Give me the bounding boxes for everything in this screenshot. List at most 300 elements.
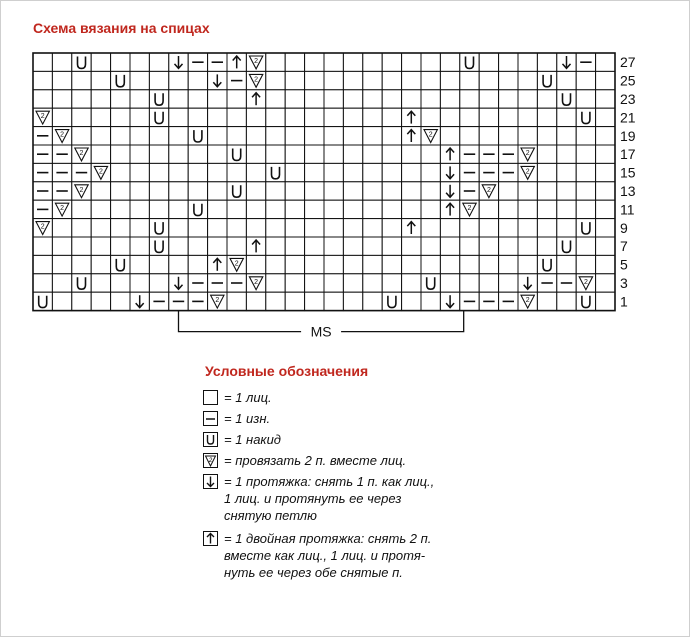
chart-cell-knit	[227, 163, 246, 181]
chart-cell-k2tog	[91, 163, 110, 181]
chart-cell-knit	[111, 108, 130, 126]
chart-cell-knit	[363, 145, 382, 163]
chart-cell-knit	[52, 53, 71, 71]
chart-cell-knit	[518, 255, 537, 273]
legend-text: = 1 накид	[224, 432, 281, 447]
chart-cell-knit	[188, 108, 207, 126]
chart-cell-knit	[343, 274, 362, 292]
chart-cell-knit	[111, 163, 130, 181]
chart-cell-knit	[596, 292, 615, 310]
chart-cell-knit	[363, 182, 382, 200]
chart-cell-knit	[72, 219, 91, 237]
chart-cell-knit	[343, 108, 362, 126]
chart-cell-knit	[149, 255, 168, 273]
chart-cell-single-decrease	[518, 274, 537, 292]
chart-cell-yarn-over	[149, 108, 168, 126]
svg-text:2: 2	[254, 278, 259, 286]
chart-cell-knit	[421, 255, 440, 273]
legend-item-purl	[203, 410, 270, 427]
svg-text:2: 2	[79, 150, 84, 157]
chart-cell-purl	[188, 292, 207, 310]
chart-cell-double-decrease	[246, 237, 265, 255]
row-number-label: 15	[620, 164, 636, 181]
chart-cell-knit	[111, 219, 130, 237]
chart-cell-knit	[266, 90, 285, 108]
chart-cell-knit	[499, 200, 518, 218]
chart-row	[33, 108, 615, 126]
chart-cell-knit	[246, 292, 265, 310]
chart-cell-knit	[208, 108, 227, 126]
chart-cell-knit	[537, 163, 556, 181]
chart-cell-knit	[227, 200, 246, 218]
chart-cell-knit	[479, 71, 498, 89]
chart-cell-knit	[557, 108, 576, 126]
svg-text:2: 2	[486, 186, 491, 194]
chart-cell-knit	[91, 274, 110, 292]
chart-cell-k2tog	[72, 145, 91, 163]
chart-cell-knit	[343, 145, 362, 163]
chart-cell-purl	[460, 145, 479, 163]
chart-cell-knit	[91, 127, 110, 145]
svg-text:2: 2	[525, 168, 530, 176]
chart-cell-knit	[557, 71, 576, 89]
chart-row	[33, 127, 615, 145]
chart-cell-knit	[479, 237, 498, 255]
chart-cell-knit	[596, 108, 615, 126]
chart-cell-knit	[460, 90, 479, 108]
repeat-label: MS	[310, 323, 332, 340]
chart-cell-knit	[537, 182, 556, 200]
chart-cell-knit	[305, 90, 324, 108]
chart-cell-yarn-over	[111, 255, 130, 273]
chart-cell-knit	[266, 145, 285, 163]
chart-cell-knit	[305, 145, 324, 163]
chart-row	[33, 182, 615, 200]
chart-cell-knit	[188, 145, 207, 163]
chart-cell-knit	[111, 292, 130, 310]
svg-text:2: 2	[40, 113, 45, 121]
chart-cell-knit	[246, 108, 265, 126]
double-decrease-symbol-icon	[203, 531, 218, 546]
chart-cell-knit	[130, 274, 149, 292]
chart-cell-knit	[188, 255, 207, 273]
chart-cell-knit	[499, 71, 518, 89]
chart-cell-knit	[596, 237, 615, 255]
chart-cell-knit	[363, 274, 382, 292]
chart-row	[33, 145, 615, 163]
chart-cell-knit	[421, 90, 440, 108]
chart-cell-knit	[52, 292, 71, 310]
chart-cell-yarn-over	[557, 237, 576, 255]
chart-cell-knit	[324, 200, 343, 218]
chart-cell-yarn-over	[149, 219, 168, 237]
chart-cell-knit	[227, 127, 246, 145]
chart-cell-yarn-over	[33, 292, 52, 310]
svg-text:2: 2	[583, 278, 588, 286]
chart-row	[33, 90, 615, 108]
chart-cell-knit	[324, 71, 343, 89]
chart-row	[33, 292, 615, 310]
chart-cell-knit	[576, 182, 595, 200]
chart-cell-knit	[91, 108, 110, 126]
chart-cell-purl	[52, 182, 71, 200]
chart-cell-knit	[460, 255, 479, 273]
chart-cell-knit	[285, 127, 304, 145]
chart-cell-knit	[421, 53, 440, 71]
chart-cell-k2tog	[246, 274, 265, 292]
chart-cell-knit	[596, 182, 615, 200]
chart-cell-knit	[33, 71, 52, 89]
chart-cell-knit	[305, 255, 324, 273]
chart-cell-knit	[479, 255, 498, 273]
svg-text:2: 2	[40, 223, 45, 231]
svg-text:2: 2	[467, 205, 472, 213]
chart-cell-purl	[33, 200, 52, 218]
chart-cell-knit	[421, 163, 440, 181]
chart-cell-yarn-over	[72, 53, 91, 71]
chart-cell-yarn-over	[460, 53, 479, 71]
chart-cell-knit	[188, 90, 207, 108]
chart-cell-knit	[421, 108, 440, 126]
chart-cell-knit	[285, 200, 304, 218]
chart-cell-knit	[557, 219, 576, 237]
chart-cell-knit	[324, 145, 343, 163]
chart-cell-purl	[188, 274, 207, 292]
chart-cell-knit	[518, 53, 537, 71]
chart-cell-knit	[72, 292, 91, 310]
chart-cell-knit	[518, 71, 537, 89]
chart-cell-purl	[72, 163, 91, 181]
chart-cell-purl	[33, 145, 52, 163]
chart-cell-knit	[537, 53, 556, 71]
chart-cell-purl	[188, 53, 207, 71]
chart-cell-knit	[363, 219, 382, 237]
chart-cell-knit	[227, 90, 246, 108]
chart-cell-knit	[266, 274, 285, 292]
chart-cell-purl	[33, 127, 52, 145]
chart-cell-knit	[130, 145, 149, 163]
chart-cell-knit	[33, 255, 52, 273]
chart-cell-knit	[285, 108, 304, 126]
chart-cell-knit	[537, 237, 556, 255]
chart-cell-knit	[557, 255, 576, 273]
chart-cell-k2tog	[518, 292, 537, 310]
chart-cell-knit	[169, 163, 188, 181]
chart-cell-knit	[499, 255, 518, 273]
chart-cell-yarn-over	[537, 255, 556, 273]
chart-cell-knit	[576, 163, 595, 181]
chart-cell-double-decrease	[208, 255, 227, 273]
chart-cell-knit	[557, 200, 576, 218]
chart-cell-knit	[440, 53, 459, 71]
chart-cell-purl	[557, 274, 576, 292]
chart-cell-knit	[305, 182, 324, 200]
legend-item-knit	[203, 389, 272, 406]
chart-cell-knit	[382, 127, 401, 145]
k2tog-symbol-icon	[203, 453, 218, 468]
chart-cell-k2tog	[33, 219, 52, 237]
chart-cell-knit	[149, 145, 168, 163]
chart-cell-knit	[72, 127, 91, 145]
chart-cell-knit	[305, 71, 324, 89]
chart-cell-knit	[246, 127, 265, 145]
chart-cell-knit	[266, 127, 285, 145]
chart-cell-knit	[537, 200, 556, 218]
svg-text:2: 2	[525, 150, 530, 157]
chart-cell-knit	[421, 237, 440, 255]
chart-cell-knit	[537, 108, 556, 126]
chart-cell-knit	[499, 53, 518, 71]
chart-cell-knit	[33, 53, 52, 71]
chart-cell-knit	[557, 182, 576, 200]
svg-text:2: 2	[428, 131, 433, 139]
chart-cell-knit	[479, 108, 498, 126]
chart-cell-knit	[576, 255, 595, 273]
chart-cell-knit	[52, 255, 71, 273]
chart-cell-knit	[596, 145, 615, 163]
chart-cell-knit	[382, 200, 401, 218]
chart-cell-double-decrease	[440, 200, 459, 218]
chart-cell-knit	[111, 274, 130, 292]
chart-cell-knit	[596, 219, 615, 237]
chart-cell-knit	[227, 292, 246, 310]
chart-cell-purl	[33, 163, 52, 181]
row-number-label: 13	[620, 183, 636, 199]
chart-cell-knit	[130, 237, 149, 255]
chart-cell-knit	[440, 71, 459, 89]
chart-cell-knit	[52, 71, 71, 89]
chart-cell-knit	[440, 108, 459, 126]
chart-cell-knit	[208, 182, 227, 200]
page-title: Схема вязания на спицах	[33, 20, 210, 36]
chart-cell-knit	[421, 200, 440, 218]
chart-cell-single-decrease	[557, 53, 576, 71]
chart-cell-knit	[91, 200, 110, 218]
chart-cell-double-decrease	[402, 127, 421, 145]
chart-cell-knit	[305, 108, 324, 126]
chart-cell-purl	[499, 145, 518, 163]
yarn-over-symbol-icon	[203, 432, 218, 447]
chart-cell-knit	[149, 200, 168, 218]
chart-cell-knit	[324, 274, 343, 292]
chart-cell-knit	[343, 90, 362, 108]
chart-cell-knit	[130, 53, 149, 71]
chart-cell-knit	[324, 219, 343, 237]
chart-cell-knit	[111, 53, 130, 71]
chart-cell-knit	[130, 71, 149, 89]
chart-cell-knit	[499, 219, 518, 237]
chart-cell-knit	[576, 237, 595, 255]
svg-text:2: 2	[60, 131, 65, 139]
chart-cell-knit	[421, 292, 440, 310]
chart-cell-knit	[111, 145, 130, 163]
chart-cell-purl	[149, 292, 168, 310]
chart-cell-knit	[557, 145, 576, 163]
chart-cell-single-decrease	[440, 292, 459, 310]
chart-cell-knit	[596, 163, 615, 181]
chart-cell-k2tog	[208, 292, 227, 310]
chart-cell-knit	[188, 163, 207, 181]
chart-cell-knit	[363, 90, 382, 108]
chart-cell-knit	[421, 182, 440, 200]
chart-cell-yarn-over	[537, 71, 556, 89]
chart-cell-knit	[169, 237, 188, 255]
chart-cell-knit	[440, 274, 459, 292]
chart-cell-knit	[402, 90, 421, 108]
knit-symbol-icon	[203, 390, 218, 405]
chart-cell-knit	[91, 219, 110, 237]
chart-cell-k2tog	[52, 200, 71, 218]
legend-text: = 1 двойная протяжка: снять 2 п. вместе как лиц., 1 лиц. и протя- нуть ее через обе снятые п.	[224, 531, 432, 580]
chart-cell-knit	[266, 108, 285, 126]
chart-cell-knit	[91, 71, 110, 89]
chart-cell-purl	[227, 71, 246, 89]
chart-cell-knit	[266, 219, 285, 237]
chart-cell-knit	[169, 145, 188, 163]
chart-cell-knit	[305, 219, 324, 237]
chart-cell-knit	[305, 237, 324, 255]
chart-row	[33, 255, 615, 273]
chart-cell-knit	[382, 163, 401, 181]
chart-cell-double-decrease	[227, 53, 246, 71]
chart-cell-knit	[188, 182, 207, 200]
row-number-label: 11	[620, 201, 635, 218]
legend-text: = 1 протяжка: снять 1 п. как лиц., 1 лиц. и протянуть ее через снятую петлю	[224, 474, 435, 523]
chart-cell-yarn-over	[266, 163, 285, 181]
chart-cell-knit	[130, 182, 149, 200]
row-number-label: 7	[620, 238, 628, 255]
chart-cell-knit	[479, 219, 498, 237]
chart-cell-knit	[343, 127, 362, 145]
chart-cell-yarn-over	[557, 90, 576, 108]
chart-cell-knit	[285, 274, 304, 292]
chart-cell-knit	[402, 255, 421, 273]
svg-text:2: 2	[254, 58, 259, 65]
chart-cell-knit	[518, 219, 537, 237]
chart-cell-knit	[111, 182, 130, 200]
chart-cell-knit	[266, 255, 285, 273]
chart-cell-purl	[479, 145, 498, 163]
chart-cell-knit	[460, 237, 479, 255]
chart-cell-knit	[596, 53, 615, 71]
chart-cell-purl	[33, 182, 52, 200]
chart-cell-knit	[111, 90, 130, 108]
chart-cell-knit	[188, 71, 207, 89]
chart-cell-yarn-over	[421, 274, 440, 292]
chart-cell-k2tog	[33, 108, 52, 126]
chart-cell-knit	[72, 200, 91, 218]
chart-cell-knit	[402, 71, 421, 89]
chart-cell-knit	[479, 90, 498, 108]
chart-cell-double-decrease	[246, 90, 265, 108]
chart-cell-knit	[460, 71, 479, 89]
chart-cell-knit	[149, 71, 168, 89]
chart-cell-knit	[246, 145, 265, 163]
chart-cell-knit	[208, 145, 227, 163]
chart-cell-knit	[149, 163, 168, 181]
chart-cell-knit	[479, 53, 498, 71]
chart-cell-knit	[111, 200, 130, 218]
chart-cell-knit	[343, 163, 362, 181]
row-number-label: 9	[620, 219, 628, 236]
chart-cell-knit	[479, 200, 498, 218]
chart-cell-single-decrease	[208, 71, 227, 89]
chart-cell-knit	[363, 255, 382, 273]
chart-cell-knit	[111, 127, 130, 145]
chart-cell-yarn-over	[382, 292, 401, 310]
chart-cell-knit	[305, 292, 324, 310]
chart-cell-knit	[402, 163, 421, 181]
chart-cell-knit	[324, 182, 343, 200]
chart-cell-knit	[363, 108, 382, 126]
chart-cell-k2tog	[246, 71, 265, 89]
chart-cell-knit	[402, 274, 421, 292]
chart-cell-knit	[402, 200, 421, 218]
chart-cell-knit	[91, 90, 110, 108]
legend-text: = 1 лиц.	[224, 390, 272, 405]
chart-cell-knit	[72, 90, 91, 108]
chart-cell-knit	[382, 182, 401, 200]
legend-item-yarn-over	[203, 431, 281, 448]
chart-cell-knit	[52, 219, 71, 237]
chart-cell-knit	[188, 237, 207, 255]
chart-cell-knit	[130, 163, 149, 181]
svg-text:2: 2	[79, 186, 84, 194]
chart-cell-purl	[499, 292, 518, 310]
chart-cell-knit	[169, 255, 188, 273]
chart-cell-knit	[208, 219, 227, 237]
chart-cell-knit	[246, 200, 265, 218]
chart-cell-knit	[518, 108, 537, 126]
chart-cell-knit	[227, 108, 246, 126]
chart-cell-knit	[440, 219, 459, 237]
chart-cell-k2tog	[246, 53, 265, 71]
chart-cell-knit	[382, 274, 401, 292]
chart-cell-knit	[343, 255, 362, 273]
chart-cell-knit	[382, 108, 401, 126]
chart-cell-knit	[537, 90, 556, 108]
chart-cell-knit	[324, 90, 343, 108]
chart-cell-knit	[363, 127, 382, 145]
chart-cell-knit	[169, 200, 188, 218]
chart-row	[33, 163, 615, 181]
chart-cell-knit	[91, 53, 110, 71]
chart-cell-knit	[111, 237, 130, 255]
chart-cell-knit	[72, 237, 91, 255]
chart-cell-knit	[460, 219, 479, 237]
chart-cell-k2tog	[227, 255, 246, 273]
row-number-label: 21	[620, 109, 636, 126]
chart-cell-knit	[169, 127, 188, 145]
chart-cell-knit	[130, 200, 149, 218]
row-number-label: 1	[620, 293, 628, 310]
chart-cell-knit	[72, 108, 91, 126]
chart-cell-knit	[402, 53, 421, 71]
chart-cell-knit	[518, 182, 537, 200]
chart-cell-knit	[91, 237, 110, 255]
chart-cell-knit	[208, 127, 227, 145]
chart-cell-knit	[305, 200, 324, 218]
row-number-label: 23	[620, 91, 636, 107]
chart-cell-knit	[305, 127, 324, 145]
chart-cell-knit	[52, 108, 71, 126]
chart-cell-purl	[499, 163, 518, 181]
chart-cell-k2tog	[52, 127, 71, 145]
legend-item-single-decrease	[203, 473, 434, 524]
chart-cell-knit	[227, 237, 246, 255]
chart-cell-knit	[246, 182, 265, 200]
chart-row	[33, 219, 615, 237]
